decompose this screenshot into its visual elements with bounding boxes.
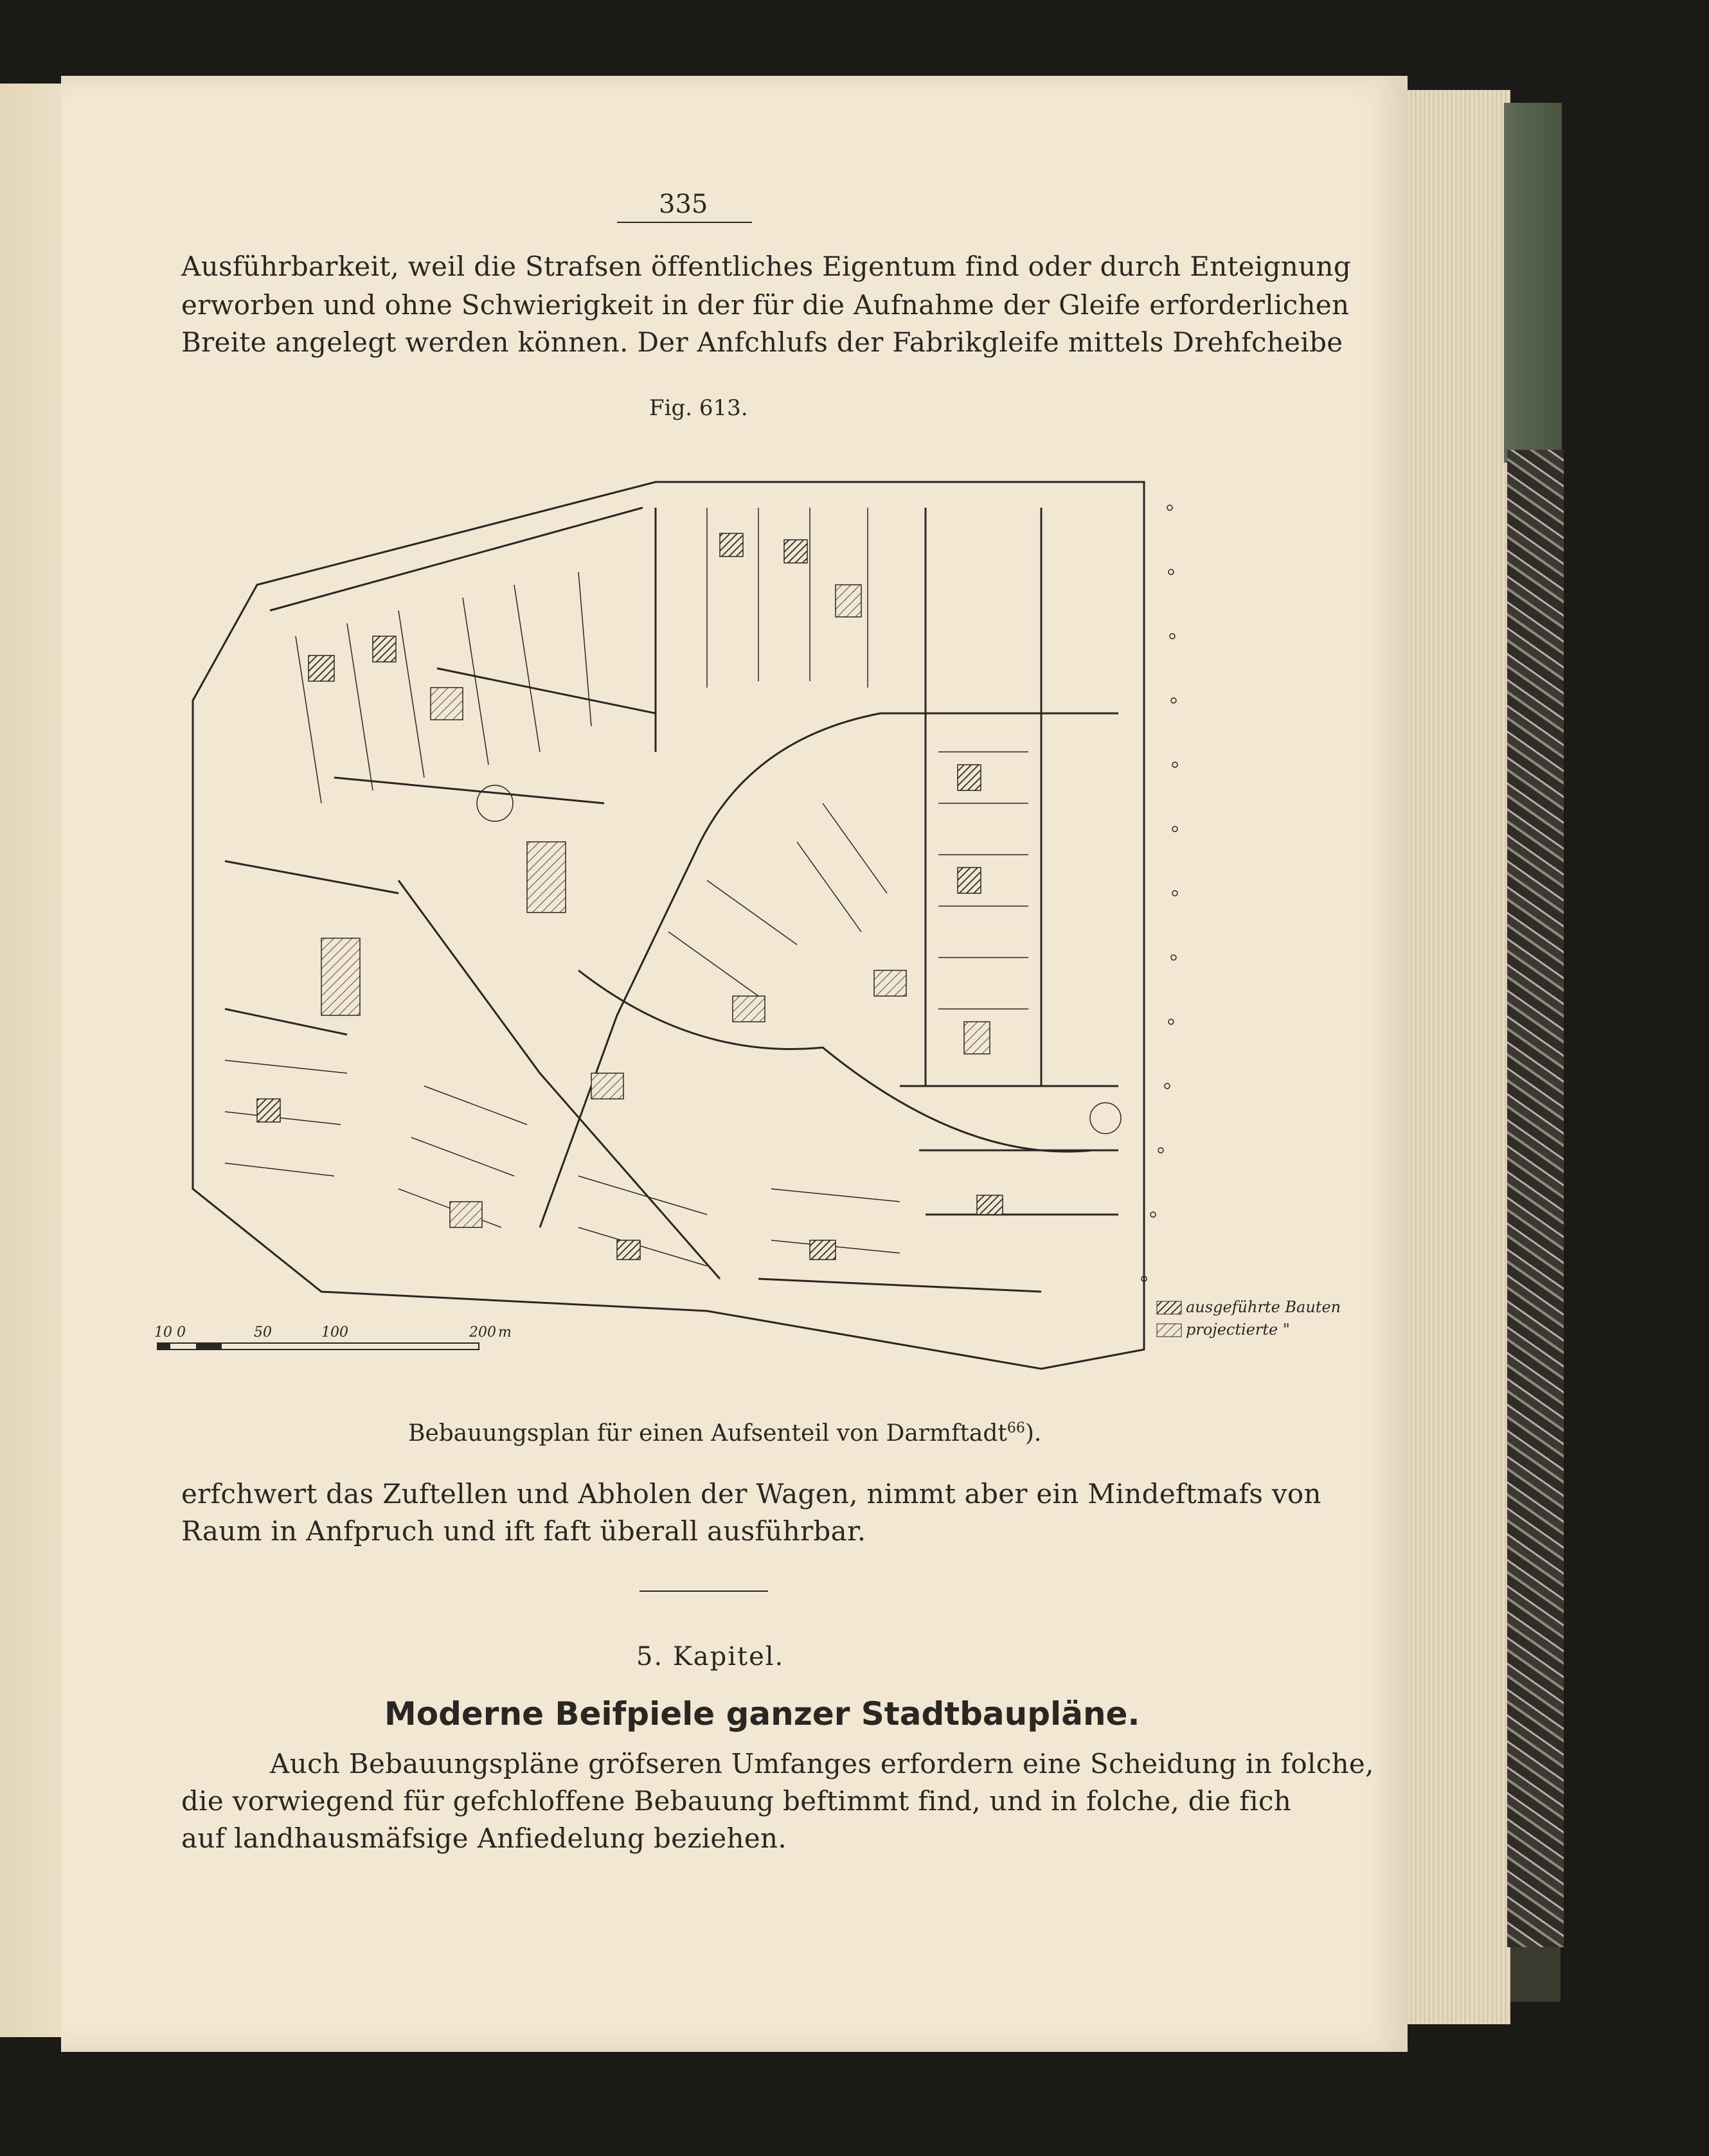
page-number-rule: [617, 222, 752, 223]
chapter-title: Moderne Beifpiele ganzer Stadtbaupläne.: [384, 1695, 1140, 1733]
paragraph-bottom-line-1: Auch Bebauungspläne gröfseren Umfanges erfordern eine Scheidung in folche,: [270, 1748, 1374, 1779]
scale-label-10: 10: [154, 1324, 172, 1341]
plan-streets: [193, 482, 1144, 1369]
legend-swatch-built: [1157, 1301, 1181, 1314]
paragraph-middle-line-1: erfchwert das Zuftellen und Abholen der Wagen, nimmt aber ein Mindeftmafs von: [181, 1478, 1321, 1510]
legend-label-projected: projectierte ": [1186, 1321, 1290, 1339]
plan-trees: [477, 505, 1177, 1281]
scale-label-50: 50: [254, 1324, 272, 1341]
figure-caption-text: Bebauungsplan für einen Aufsenteil von Darmftadt: [408, 1420, 1007, 1447]
scale-label-200: 200: [469, 1324, 496, 1341]
plan-buildings-built: [257, 533, 1003, 1260]
paragraph-top-line-2: erworben und ohne Schwierigkeit in der für die Aufnahme der Gleife erforderlichen: [181, 289, 1350, 321]
paragraph-bottom-line-2: die vorwiegend für gefchloffene Bebauung beftimmt find, und in folche, die fich: [181, 1785, 1292, 1817]
scale-bar: [154, 1324, 512, 1350]
page-number: 335: [659, 190, 708, 219]
scale-label-100: 100: [321, 1324, 348, 1341]
marbled-cover: [1507, 450, 1564, 1947]
paragraph-top-line-3: Breite angelegt werden können. Der Anfchlufs der Fabrikgleife mittels Drehfcheibe: [181, 326, 1343, 358]
figure-caption-footnote-ref: 66: [1007, 1420, 1025, 1436]
figure-label: Fig. 613.: [649, 395, 748, 421]
page-edges: [1408, 90, 1510, 2024]
figure-caption-end: ).: [1025, 1420, 1042, 1447]
section-separator: [640, 1590, 768, 1592]
town-plan-figure: [129, 443, 1341, 1420]
paragraph-bottom-line-3: auf landhausmäfsige Anfiedelung beziehen.: [181, 1822, 787, 1854]
paragraph-middle-line-2: Raum in Anfpruch und ift faft überall ausführbar.: [181, 1515, 866, 1547]
scale-unit: m: [498, 1324, 512, 1341]
plan-parcels: [225, 508, 1028, 1266]
cover-hinge: [1504, 103, 1562, 463]
paragraph-top-line-1: Ausführbarkeit, weil die Strafsen öffentliches Eigentum find oder durch Enteignung: [181, 251, 1352, 282]
chapter-number: 5. Kapitel.: [636, 1642, 785, 1671]
legend-label-built: ausgeführte Bauten: [1186, 1298, 1341, 1316]
scale-label-0: 0: [177, 1324, 186, 1341]
figure-caption: [408, 1420, 1041, 1447]
left-page-edge: [0, 84, 61, 2037]
legend-swatch-projected: [1157, 1324, 1181, 1337]
legend: [1157, 1298, 1341, 1339]
